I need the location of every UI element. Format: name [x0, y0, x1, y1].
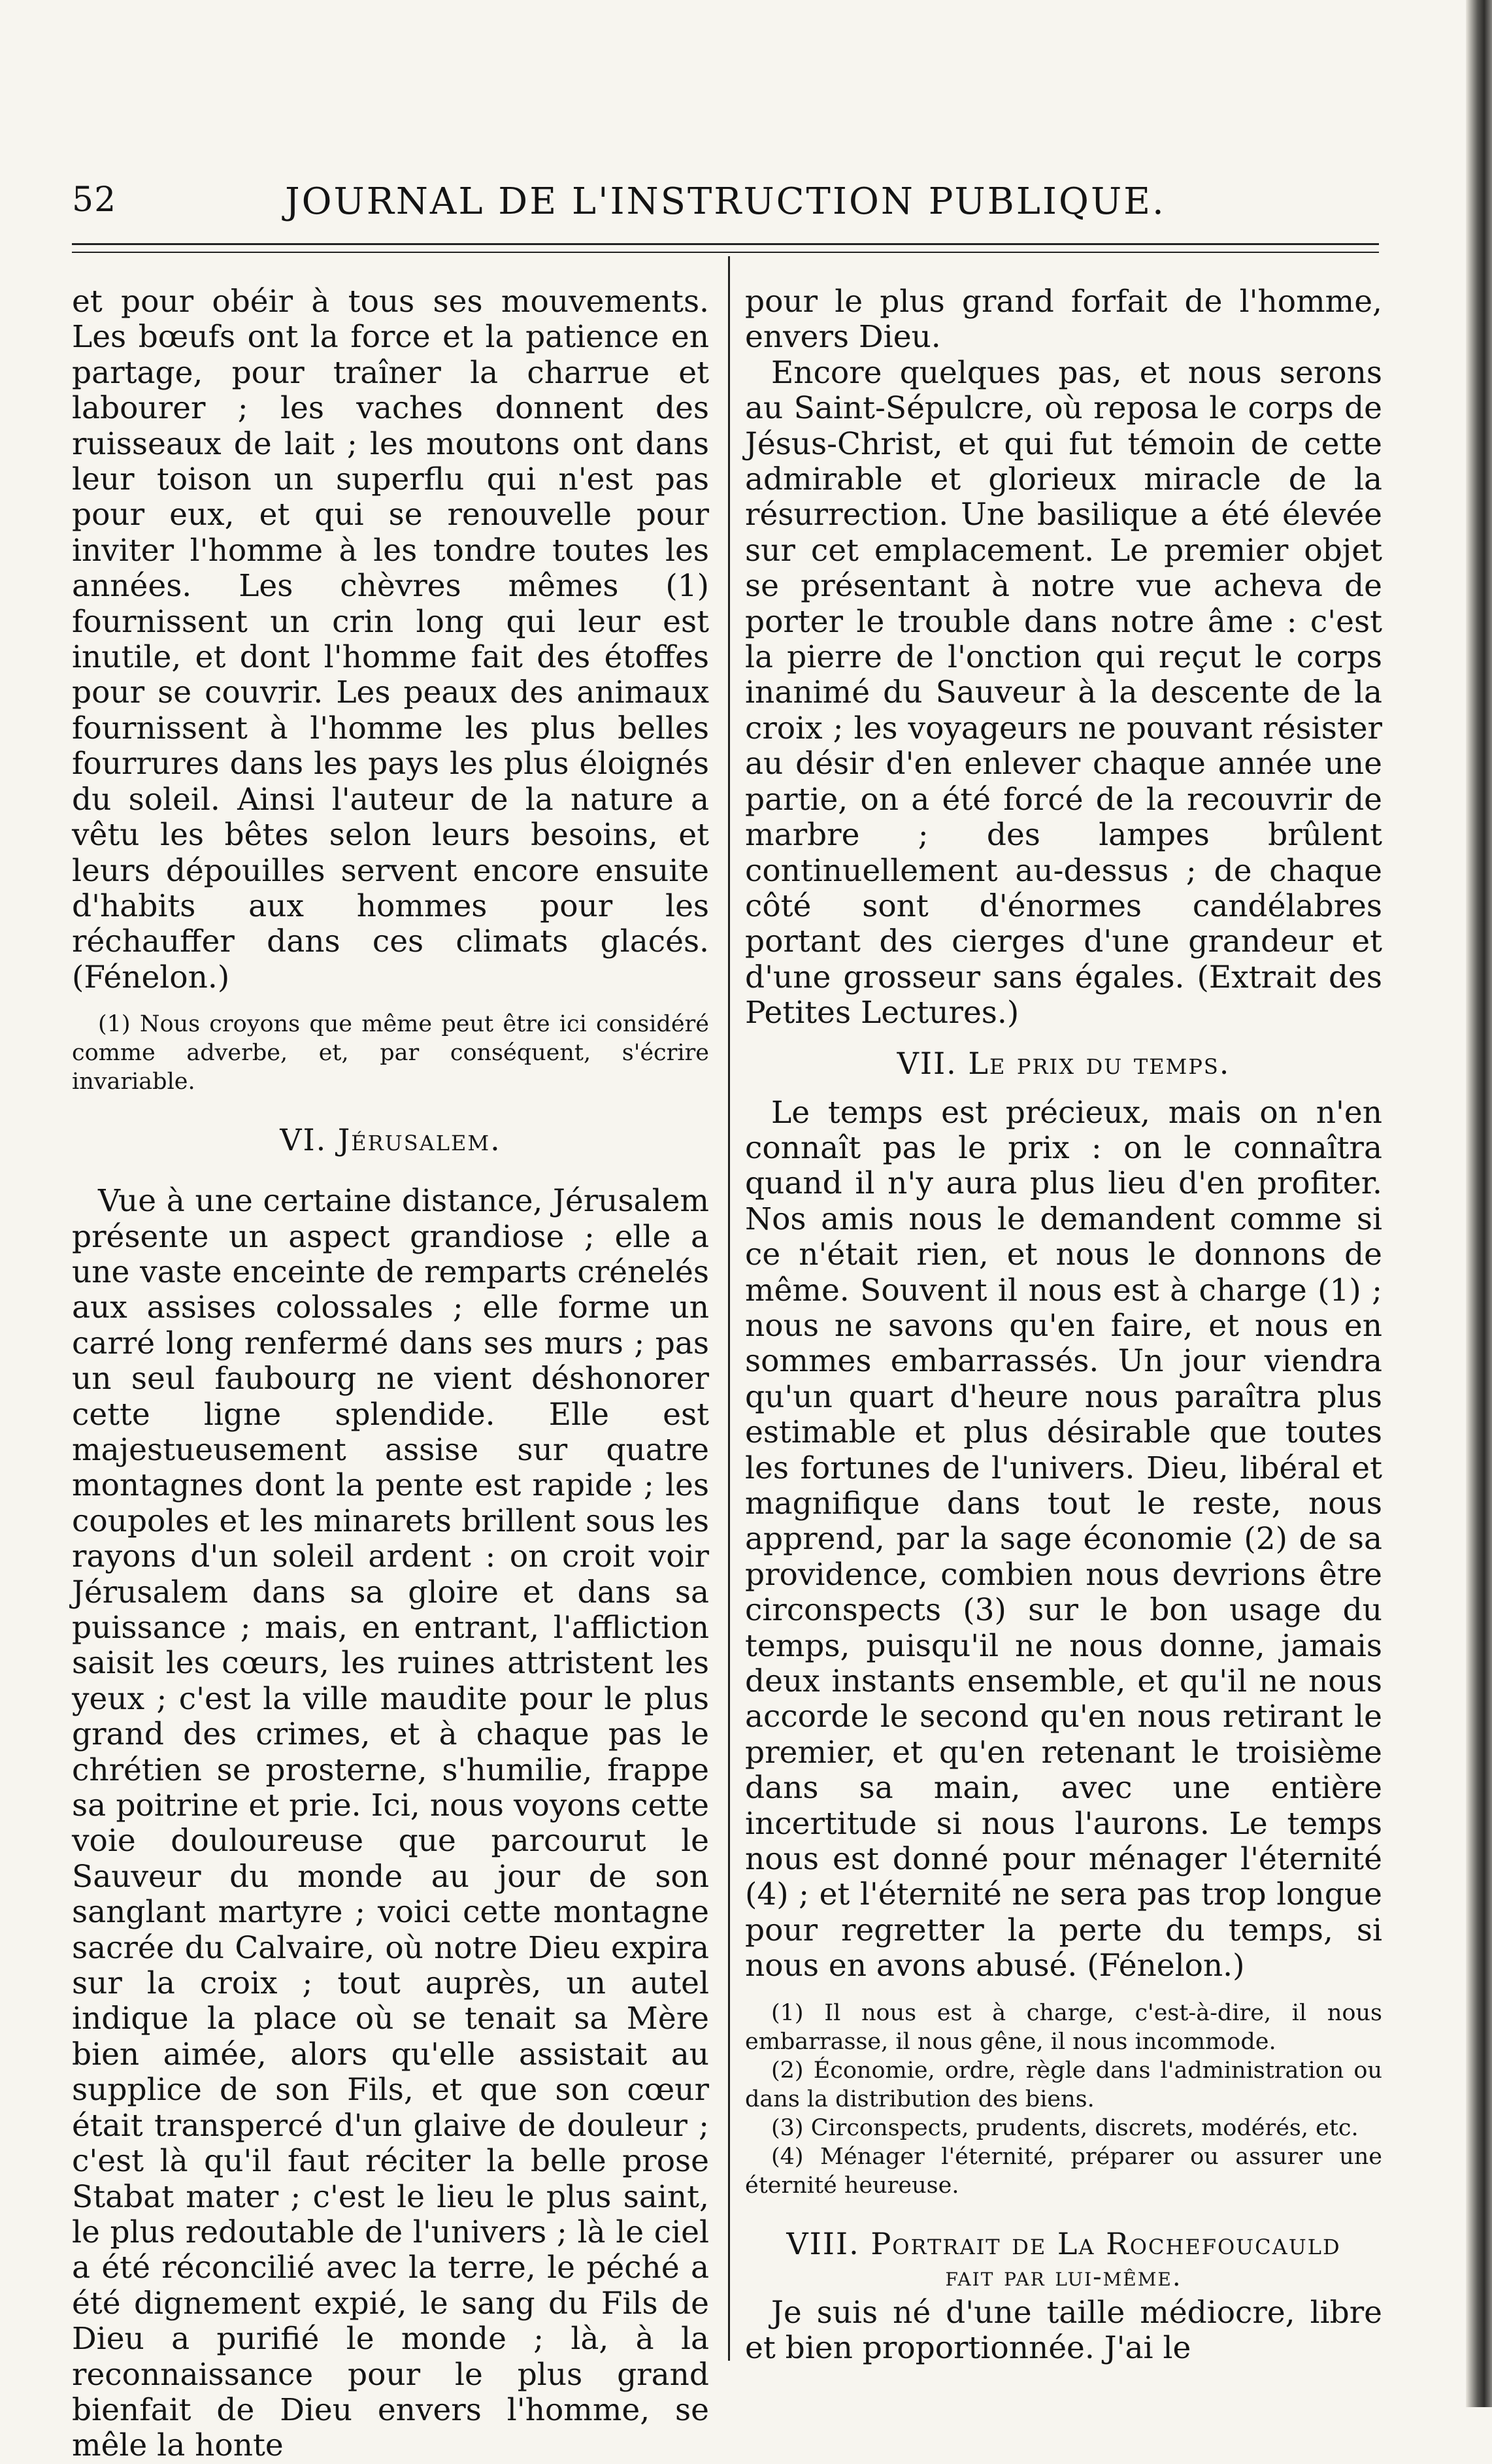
- book-spine-shadow: [1466, 0, 1492, 2407]
- header-double-rule: [72, 243, 1379, 253]
- section-vii-title: VII. Le prix du temps.: [897, 1045, 1231, 1081]
- footnote-right-3: (3) Circonspects, prudents, discrets, modérés, etc.: [771, 2114, 1359, 2141]
- running-title: JOURNAL DE L'INSTRUCTION PUBLIQUE.: [285, 180, 1166, 223]
- paragraph-saint-sepulcre: Encore quelques pas, et nous serons au Saint-Sépulcre, où reposa le corps de Jésus-Christ, et qui fut témoin de cette admirable et glorieux miracle de la résurrection. Une basilique a été élevée sur cet emplacement. Le premier objet se présentant à notre vue acheva de porter le trouble dans notre âme : c'est la pierre de l'onction qui reçut le corps inanimé du Sauveur à la descente de la croix ; les voyageurs ne pouvant résister au désir d'en enlever chaque année une partie, on a été forcé de la recouvrir de marbre ; des lampes brûlent continuellement au-dessus ; de chaque côté sont d'énormes candélabres portant des cierges d'une grandeur et d'une grosseur sans égales. (Extrait des Petites Lectures.): [745, 354, 1382, 1031]
- footnotes-left: [72, 1010, 709, 1096]
- section-vi-title: VI. Jérusalem.: [280, 1122, 501, 1158]
- section-viii-subtitle: fait par lui-même.: [945, 2261, 1182, 2292]
- footnote-right-1: (1) Il nous est à charge, c'est-à-dire, il nous embarrasse, il nous gêne, il nous incommode.: [745, 1999, 1382, 2055]
- footnotes-right: [745, 1999, 1382, 2200]
- paragraph-fenelon-animals: et pour obéir à tous ses mouvements. Les bœufs ont la force et la patience en partage, pour traîner la charrue et labourer ; les vaches donnent des ruisseaux de lait ; les moutons ont dans leur toison un superflu qui n'est pas pour eux, et qui se renouvelle pour inviter l'homme à les tondre toutes les années. Les chèvres mêmes (1) fournissent un crin long qui leur est inutile, et dont l'homme fait des étoffes pour se couvrir. Les peaux des animaux fournissent à l'homme les plus belles fourrures dans les pays les plus éloignés du soleil. Ainsi l'auteur de la nature a vêtu les bêtes selon leurs besoins, et leurs dépouilles servent encore ensuite d'habits aux hommes pour les réchauffer dans ces climats glacés. (Fénelon.): [72, 284, 709, 995]
- footnote-right-4: (4) Ménager l'éternité, préparer ou assurer une éternité heureuse.: [745, 2143, 1382, 2199]
- section-vii-text: Le temps est précieux, mais on n'en connaît pas le prix : on le connaîtra quand il n'y aura plus lieu d'en profiter. Nos amis nous le demandent comme si ce n'était rien, et nous le donnons de même. Souvent il nous est à charge (1) ; nous ne savons qu'en faire, et nous en sommes embarrassés. Un jour viendra qu'un quart d'heure nous paraîtra plus estimable et plus désirable que toutes les fortunes de l'univers. Dieu, libéral et magnifique dans tout le reste, nous apprend, par la sage économie (2) de sa providence, combien nous devrions être circonspects (3) sur le bon usage du temps, puisqu'il ne nous donne, jamais deux instants ensemble, et qu'il ne nous accorde le second qu'en nous retirant le premier, et qu'en retenant le troisième dans sa main, avec une entière incertitude si nous l'aurons. Le temps nous est donné pour ménager l'éternité (4) ; et l'éternité ne sera pas trop longue pour regretter la perte du temps, si nous en avons abusé. (Fénelon.): [745, 1094, 1382, 1984]
- page-number: 52: [72, 180, 117, 220]
- section-vi-text: Vue à une certaine distance, Jérusalem présente un aspect grandiose ; elle a une vaste enceinte de remparts crénelés aux assises colossales ; elle forme un carré long renfermé dans ses murs ; pas un seul faubourg ne vient déshonorer cette ligne splendide. Elle est majestueusement assise sur quatre montagnes dont la pente est rapide ; les coupoles et les minarets brillent sous les rayons d'un soleil ardent : on croit voir Jérusalem dans sa gloire et dans sa puissance ; mais, en entrant, l'affliction saisit les cœurs, les ruines attristent les yeux ; c'est la ville maudite pour le plus grand des crimes, et à chaque pas le chrétien se prosterne, s'humilie, frappe sa poitrine et prie. Ici, nous voyons cette voie douloureuse que parcourut le Sauveur du monde au jour de son sanglant martyre ; voici cette montagne sacrée du Calvaire, où notre Dieu expira sur la croix ; tout auprès, un autel indique la place où se tenait sa Mère bien aimée, alors qu'elle assistait au supplice de son Fils, et que son cœur était transpercé d'un glaive de douleur ; c'est là qu'il faut réciter la belle prose Stabat mater ; c'est le lieu le plus saint, le plus redoutable de l'univers ; là le ciel a été réconcilié avec la terre, le péché a été dignement expié, le sang du Fils de Dieu a purifié le monde ; là, à la reconnaissance pour le plus grand bienfait de Dieu envers l'homme, se mêle la honte: [72, 1183, 709, 2464]
- right-column: [745, 284, 1382, 2382]
- section-viii-title: VIII. Portrait de La Rochefoucauld: [786, 2225, 1341, 2261]
- paragraph-continuation: pour le plus grand forfait de l'homme, envers Dieu.: [745, 284, 1382, 356]
- left-column: [72, 284, 709, 2464]
- page-header: [72, 175, 1379, 234]
- footnote-1: (1) Nous croyons que même peut être ici considéré comme adverbe, et, par conséquent, s'écrire invariable.: [72, 1011, 709, 1095]
- column-divider: [728, 256, 730, 2361]
- footnote-right-2: (2) Économie, ordre, règle dans l'administration ou dans la distribution des biens.: [745, 2057, 1382, 2112]
- section-viii-text: Je suis né d'une taille médiocre, libre et bien proportionnée. J'ai le: [745, 2294, 1382, 2367]
